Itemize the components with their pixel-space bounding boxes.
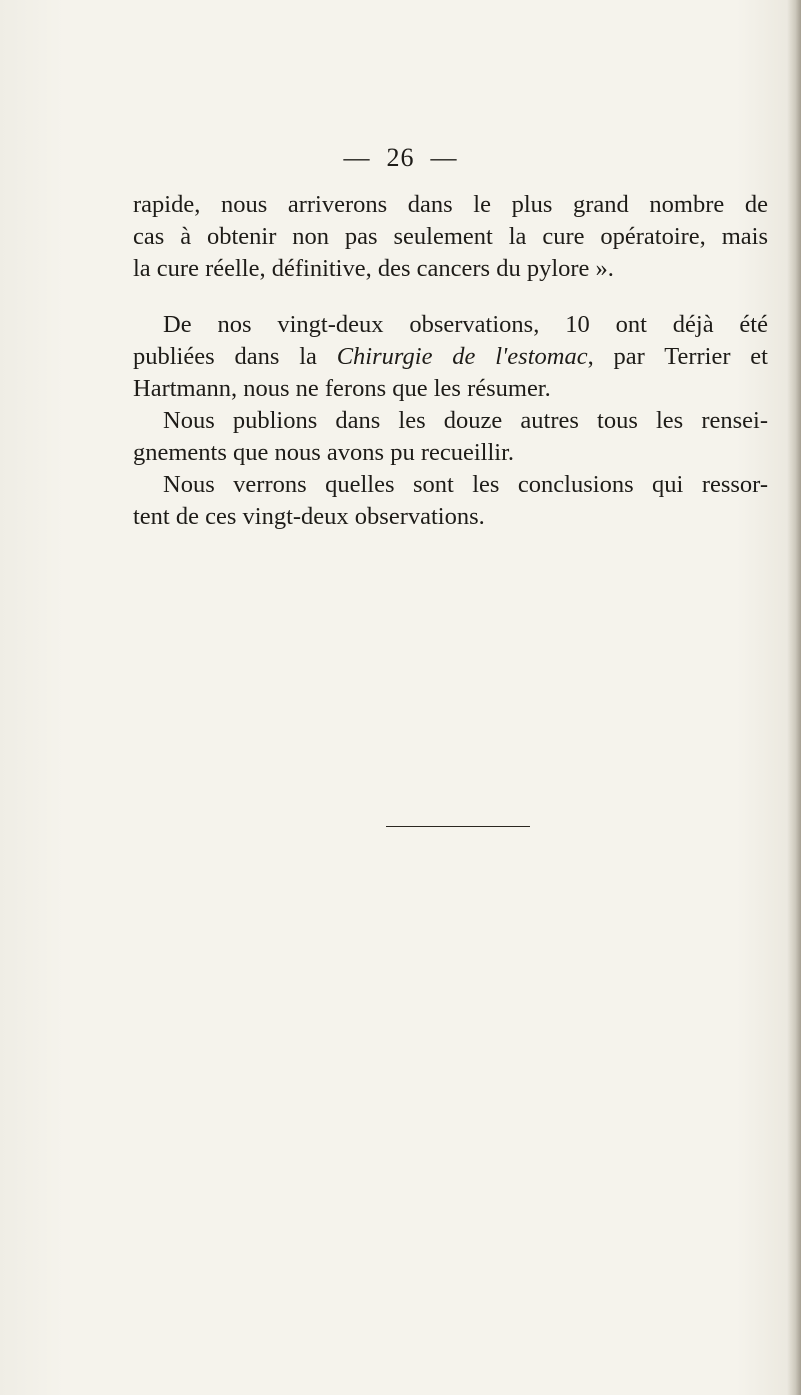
section-divider-rule: [386, 826, 530, 827]
paragraph4-line1: Nous verrons quelles sont les conclusions qui ressor-: [163, 471, 768, 498]
paragraph2-line3: Hartmann, nous ne ferons que les résumer.: [133, 375, 551, 402]
paragraph4-line2: tent de ces vingt-deux observations.: [133, 503, 485, 530]
page-number-dash-right: —: [430, 143, 458, 172]
body-text: [133, 189, 768, 533]
paragraph3-line2: gnements que nous avons pu recueillir.: [133, 439, 515, 466]
book-title: Chirurgie de l'estomac: [336, 343, 588, 370]
paragraph1-line1: rapide, nous arriverons dans le plus grand nombre de: [133, 191, 768, 218]
page-number-dash-left: —: [343, 143, 371, 172]
page-edge-shadow: [787, 0, 801, 1395]
paragraph2-line2: [133, 341, 768, 373]
paragraph3-line1: Nous publions dans les douze autres tous les rensei-: [163, 407, 768, 434]
paragraph2-line2-start: publiées dans la: [133, 343, 337, 370]
paragraph2-line1: De nos vingt-deux observations, 10 ont déjà été: [163, 311, 768, 338]
paragraph1-line2: cas à obtenir non pas seulement la cure opératoire, mais: [133, 223, 768, 250]
paragraph1-line3: la cure réelle, définitive, des cancers du pylore ».: [133, 255, 614, 282]
page-number: [0, 143, 801, 173]
page-number-value: 26: [386, 143, 415, 172]
paragraph2-line2-end: , par Terrier et: [587, 343, 768, 370]
